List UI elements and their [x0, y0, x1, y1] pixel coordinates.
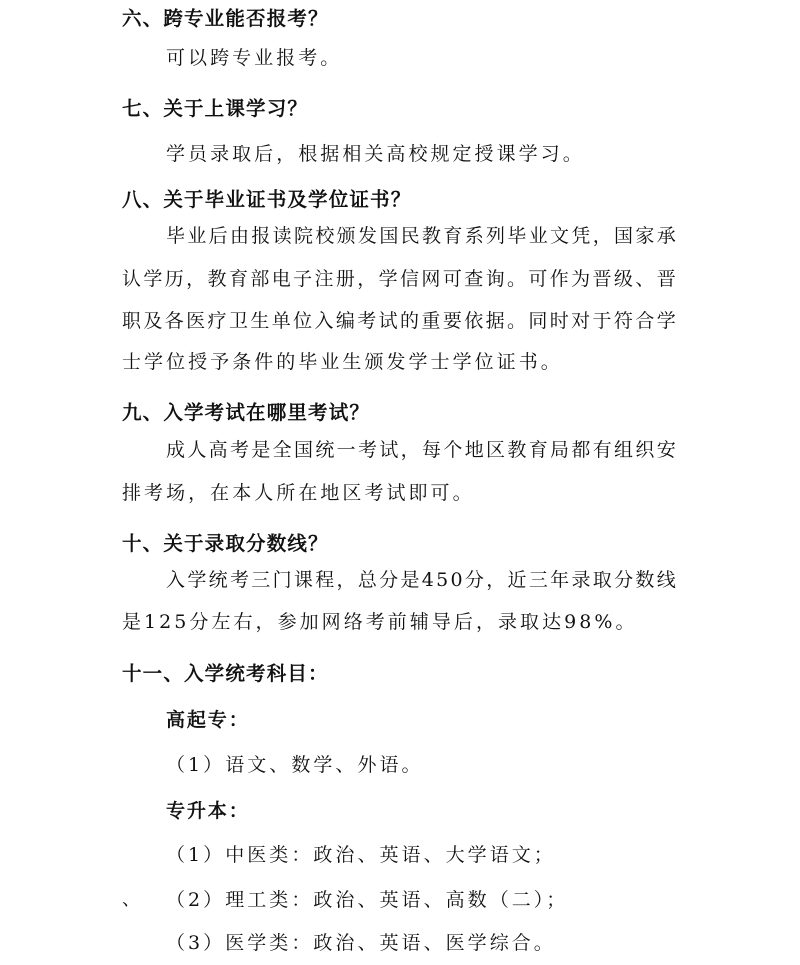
- gaoqizhuan-item-1: （1）语文、数学、外语。: [166, 754, 424, 776]
- zhuanshengben-item-1: （1）中医类：政治、英语、大学语文；: [166, 844, 556, 866]
- q8-answer-line-2: 认学历，教育部电子注册，学信网可查询。可作为晋级、晋: [122, 268, 678, 290]
- q6-answer-line-1: 可以跨专业报考。: [166, 47, 343, 69]
- q6-heading: 六、跨专业能否报考？: [122, 7, 329, 30]
- q8-answer-line-3: 职及各医疗卫生单位入编考试的重要依据。同时对于符合学: [122, 310, 678, 332]
- q7-heading: 七、关于上课学习？: [122, 97, 309, 120]
- zhuanshengben-item-3: （3）医学类：政治、英语、医学综合。: [166, 932, 556, 954]
- q8-answer-line-4: 士学位授予条件的毕业生颁发学士学位证书。: [122, 351, 563, 373]
- q9-answer-line-2: 排考场，在本人所在地区考试即可。: [122, 482, 475, 504]
- q9-answer-line-1: 成人高考是全国统一考试，每个地区教育局都有组织安: [166, 439, 678, 461]
- q7-answer-line-1: 学员录取后，根据相关高校规定授课学习。: [166, 143, 585, 165]
- q10-answer-line-2: 是125分左右，参加网络考前辅导后，录取达98%。: [122, 611, 638, 633]
- zhuanshengben-label: 专升本：: [166, 800, 250, 822]
- stray-mark: 、: [122, 889, 140, 910]
- q11-heading: 十一、入学统考科目：: [122, 662, 329, 685]
- q10-answer-line-1: 入学统考三门课程，总分是450分，近三年录取分数线: [166, 569, 678, 591]
- q8-answer-line-1: 毕业后由报读院校颁发国民教育系列毕业文凭，国家承: [166, 225, 678, 247]
- zhuanshengben-item-2: （2）理工类：政治、英语、高数（二）；: [166, 889, 569, 911]
- q10-heading: 十、关于录取分数线？: [122, 532, 329, 555]
- gaoqizhuan-label: 高起专：: [166, 709, 250, 731]
- q9-heading: 九、入学考试在哪里考试？: [122, 401, 371, 424]
- q8-heading: 八、关于毕业证书及学位证书？: [122, 188, 412, 211]
